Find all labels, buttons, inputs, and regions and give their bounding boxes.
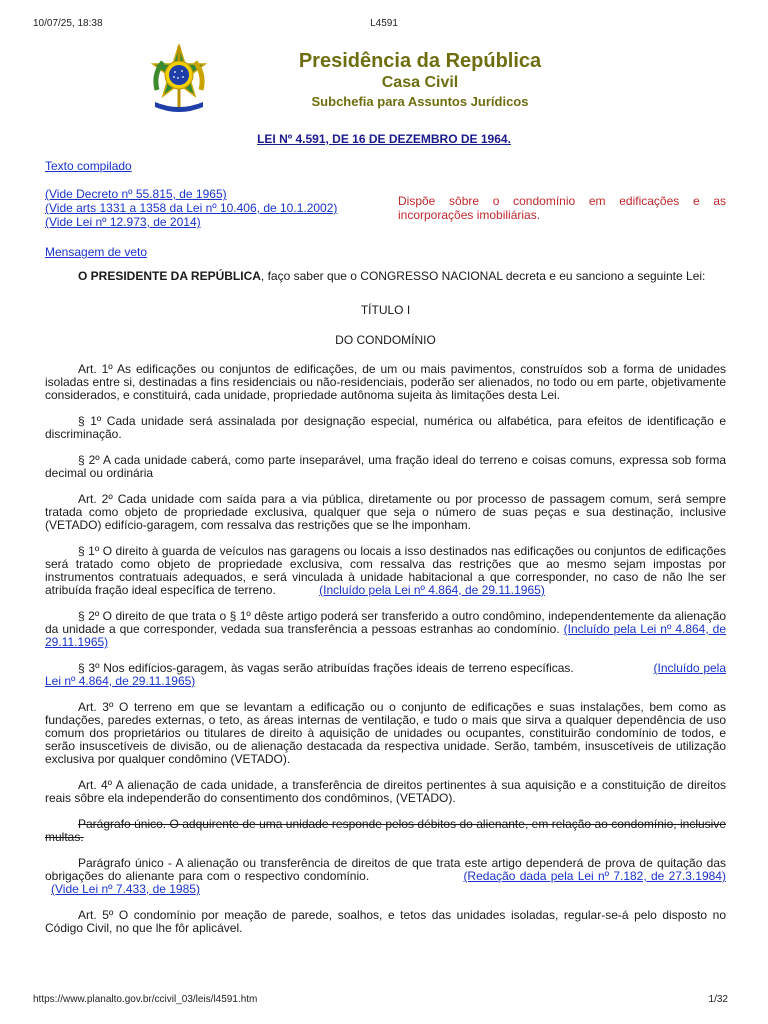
casa-civil-title: Casa Civil xyxy=(381,74,459,91)
art-2-par-2 xyxy=(45,610,726,649)
preamble-bold: O PRESIDENTE DA REPÚBLICA xyxy=(78,269,261,283)
art-1-par-2: § 2º A cada unidade caberá, como parte inseparável, uma fração ideal do terreno e coisas comuns, expressa sob forma decimal ou ordinária xyxy=(45,453,726,480)
ementa: Dispõe sôbre o condomínio em edificações e as incorporações imobiliárias. xyxy=(398,194,726,222)
law-body xyxy=(45,270,726,935)
art-2-par-2-text: § 2º O direito de que trata o § 1º dêste artigo poderá ser transferido a outro condômino, independentemente da alienação da unidade a que corresponder, vedada sua transferência a pessoas estranhas ao condomínio. xyxy=(45,609,726,636)
vide-codigo-civil-link[interactable]: (Vide arts 1331 a 1358 da Lei nº 10.406, de 10.1.2002) xyxy=(45,201,338,215)
presidency-title: Presidência da República xyxy=(298,50,542,72)
art-4-pu-redacao-link[interactable]: (Redação dada pela Lei nº 7.182, de 27.3.1984) xyxy=(463,869,726,883)
art-2-par-3-link[interactable]: (Incluído pela Lei nº 4.864, de 29.11.1965) xyxy=(45,661,727,688)
art-2-par-1-text: § 1º O direito à guarda de veículos nas garagens ou locais a isso destinados nas edificações ou conjuntos de edificações será tratado como objeto de propriedade exclusiva, com ressalva das restrições que ao mesmo sejam impostas por instrumentos contratuais adequados, e será vinculada à unidade habitacional a que corresponder, no caso de não lhe ser atribuída fração ideal específica de terreno. xyxy=(45,544,726,597)
masthead xyxy=(0,44,768,124)
subchefia-title: Subchefia para Assuntos Jurídicos xyxy=(311,94,529,109)
art-2-par-1-link[interactable]: (Incluído pela Lei nº 4.864, de 29.11.1965) xyxy=(319,583,545,597)
art-2-par-1 xyxy=(45,545,726,597)
texto-compilado-link[interactable]: Texto compilado xyxy=(45,159,132,173)
art-4: Art. 4º A alienação de cada unidade, a transferência de direitos pertinentes à sua aquisição e a constituição de direitos reais sôbre ela independerão do consentimento dos condôminos, (VETADO). xyxy=(45,778,726,805)
print-url: https://www.planalto.gov.br/ccivil_03/leis/l4591.htm xyxy=(33,994,258,1005)
art-4-paragrafo-unico xyxy=(45,857,726,896)
art-4-pu-vide-link[interactable]: (Vide Lei nº 7.433, de 1985) xyxy=(51,882,200,896)
art-2-par-3 xyxy=(45,662,726,688)
print-page-number: 1/32 xyxy=(708,994,728,1005)
law-title: LEI Nº 4.591, DE 16 DE DEZEMBRO DE 1964. xyxy=(257,132,511,146)
brazil-coat-of-arms-icon xyxy=(147,44,211,118)
vide-decreto-link[interactable]: (Vide Decreto nº 55.815, de 1965) xyxy=(45,187,227,201)
art-1: Art. 1º As edificações ou conjuntos de edificações, de um ou mais pavimentos, construídos sob a forma de unidades isoladas entre si, destinadas a fins residenciais ou não-residenciais, poderão ser alienados, no todo ou em parte, objetivamente considerados, e constituirá, cada unidade, propriedade autônoma sujeita às limitações desta Lei. xyxy=(45,362,726,402)
art-1-par-1: § 1º Cada unidade será assinalada por designação especial, numérica ou alfabética, para efeitos de identificação e discriminação. xyxy=(45,414,726,441)
art-3: Art. 3º O terreno em que se levantam a edificação ou o conjunto de edificações e suas instalações, bem como as fundações, paredes externas, o teto, as áreas internas de ventilação, e tudo o mais que sirva a qualquer dependência de uso comum dos proprietários ou titulares de direito à aquisição de unidades ou ocupantes, constituirão condomínio de todos, e serão insuscetíveis de divisão, ou de alienação destacada da respectiva unidade. Serão, também, insuscetíveis de utilização exclusiva por qualquer condômino (VETADO). xyxy=(45,700,726,766)
art-2: Art. 2º Cada unidade com saída para a via pública, diretamente ou por processo de passagem comum, será sempre tratada como objeto de propriedade exclusiva, qualquer que seja o número de suas peças e sua destinação, inclusive (VETADO) edifício-garagem, com ressalva das restrições que se lhe imponham. xyxy=(45,492,726,532)
mensagem-veto-link[interactable]: Mensagem de veto xyxy=(45,245,148,259)
preamble xyxy=(45,270,726,283)
art-2-par-2-link[interactable]: (Incluído pela Lei nº 4.864, de 29.11.1965) xyxy=(45,622,727,649)
vide-lei-12973-link[interactable]: (Vide Lei nº 12.973, de 2014) xyxy=(45,215,201,229)
print-datetime: 10/07/25, 18:38 xyxy=(33,18,103,29)
print-title: L4591 xyxy=(370,18,398,29)
subtitulo-heading: DO CONDOMÍNIO xyxy=(335,333,436,347)
art-5: Art. 5º O condomínio por meação de parede, soalhos, e tetos das unidades isoladas, regular-se-á pelo disposto no Código Civil, no que lhe fôr aplicável. xyxy=(45,908,726,935)
preamble-rest: , faço saber que o CONGRESSO NACIONAL decreta e eu sanciono a seguinte Lei: xyxy=(260,269,706,283)
titulo-heading: TÍTULO I xyxy=(360,303,411,317)
art-2-par-3-text: § 3º Nos edifícios-garagem, às vagas serão atribuídas frações ideais de terreno específicas. xyxy=(78,661,574,675)
art-4-pu-text: Parágrafo único - A alienação ou transferência de direitos de que trata este artigo dependerá de prova de quitação das obrigações do alienante para com o respectivo condomínio. xyxy=(45,856,726,883)
art-4-paragrafo-unico-revogado: Parágrafo único. O adquirente de uma unidade responde pelos débitos do alienante, em relação ao condomínio, inclusive multas. xyxy=(45,817,726,844)
